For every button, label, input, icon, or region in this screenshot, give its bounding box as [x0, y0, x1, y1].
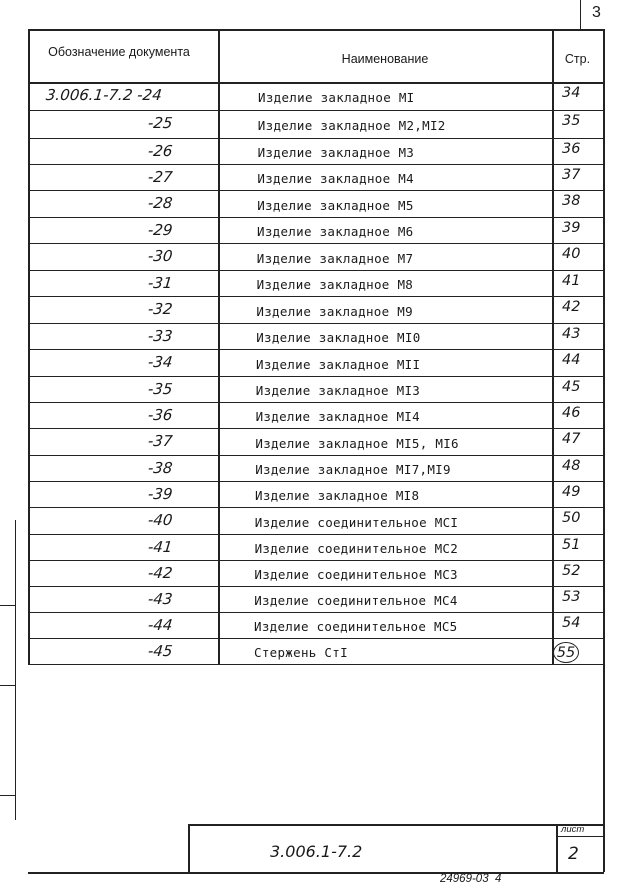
row-page: 42	[562, 299, 581, 315]
stamp-sheet-label: лист	[561, 824, 585, 835]
row-code: -38	[146, 459, 173, 477]
row-name: Изделие закладное М4	[257, 171, 414, 186]
row-rule	[28, 296, 604, 297]
row-page: 52	[562, 563, 581, 579]
row-code: -45	[146, 642, 173, 660]
header-name: Наименование	[341, 52, 429, 66]
row-name: Изделие закладное М7	[256, 250, 414, 266]
row-page: 43	[562, 326, 581, 342]
binding-strip-tick-2	[0, 685, 16, 686]
row-page: 49	[562, 484, 581, 500]
frame-bottom	[28, 872, 604, 874]
row-name: Изделие закладное МI7,МI9	[255, 462, 451, 477]
row-code: -42	[146, 564, 173, 582]
row-code: -32	[146, 300, 173, 318]
row-rule	[28, 560, 604, 561]
row-rule	[28, 110, 604, 111]
row-code: -26	[146, 142, 173, 160]
row-name: Изделие закладное МI0	[256, 330, 421, 345]
page-number: 3	[592, 4, 601, 21]
row-code: -43	[146, 590, 173, 608]
row-code: -25	[146, 114, 173, 132]
row-code: -27	[146, 168, 173, 186]
row-name: Изделие закладное М5	[257, 197, 414, 213]
row-page: 35	[562, 113, 581, 129]
frame-left	[28, 29, 30, 665]
row-page: 34	[562, 85, 581, 101]
row-rule	[28, 217, 604, 218]
row-name: Изделие закладное М2,МI2	[257, 118, 446, 133]
row-code: -40	[146, 511, 173, 529]
row-rule	[28, 638, 604, 639]
row-rule	[28, 481, 604, 482]
row-rule	[28, 428, 604, 429]
row-name: Изделие закладное МII	[256, 356, 421, 372]
row-name: Изделие закладное М8	[256, 277, 414, 292]
row-name: Изделие закладное МI5, МI6	[255, 435, 459, 451]
row-code: -30	[146, 247, 173, 265]
header-page: Стр.	[564, 52, 591, 66]
row-name: Изделие закладное М6	[257, 224, 414, 239]
row-code: -29	[146, 221, 173, 239]
row-name: Изделие соединительное МС2	[254, 541, 459, 556]
page-tab-border	[580, 0, 581, 30]
row-code: -36	[146, 406, 173, 424]
binding-strip	[15, 520, 16, 820]
row-code: -33	[146, 327, 173, 345]
row-page: 54	[562, 615, 581, 631]
row-name: Изделие соединительное МС5	[254, 619, 458, 634]
stamp-left	[188, 824, 190, 872]
row-rule	[28, 455, 604, 456]
header-rule	[28, 82, 604, 84]
row-rule	[28, 190, 604, 191]
stamp-document-code: 3.006.1-7.2	[270, 842, 363, 861]
row-rule	[28, 612, 604, 613]
row-page: 50	[562, 510, 581, 526]
row-name: Изделие закладное МI3	[255, 383, 421, 398]
row-rule	[28, 138, 604, 139]
row-page: 37	[562, 167, 581, 183]
row-rule	[28, 586, 604, 587]
row-code: -28	[146, 194, 173, 212]
row-rule	[28, 349, 604, 350]
row-page: 47	[562, 431, 581, 447]
frame-top	[28, 29, 604, 31]
row-page: 39	[562, 220, 581, 236]
column-line-page	[552, 29, 554, 664]
binding-strip-tick-3	[0, 795, 16, 796]
row-name: Изделие закладное МI	[258, 90, 415, 105]
row-rule	[28, 664, 604, 665]
row-name: Изделие соединительное МСI	[254, 514, 459, 530]
row-name: Изделие соединительное МС4	[254, 593, 458, 608]
row-page: 51	[562, 537, 581, 553]
row-page: 46	[562, 405, 581, 421]
stamp-sheet-number: 2	[568, 844, 579, 864]
row-code: -44	[146, 616, 173, 634]
row-rule	[28, 534, 604, 535]
row-name: Изделие закладное МI8	[255, 488, 420, 503]
row-rule	[28, 507, 604, 508]
row-page: 45	[562, 379, 581, 395]
row-code: 3.006.1-7.2 -24	[45, 86, 163, 104]
row-name: Изделие соединительное МС3	[254, 567, 458, 582]
row-page: 48	[562, 458, 581, 474]
row-page: 53	[562, 589, 581, 605]
row-rule	[28, 243, 604, 244]
header-designation: Обозначение документа	[48, 45, 190, 59]
row-rule	[28, 376, 604, 377]
row-page: 55	[556, 644, 576, 661]
binding-strip-tick-1	[0, 605, 16, 606]
stamp-sheet-divider	[556, 836, 604, 837]
row-code: -39	[146, 485, 173, 503]
row-code: -35	[146, 380, 173, 398]
frame-right	[603, 29, 605, 872]
row-page: 40	[562, 246, 581, 262]
row-code: -34	[146, 353, 173, 371]
row-code: -31	[146, 274, 173, 292]
footer-code: 24969-03 4	[440, 873, 502, 885]
row-rule	[28, 402, 604, 403]
row-page: 44	[562, 352, 581, 368]
stamp-top	[188, 824, 604, 826]
row-code: -41	[146, 538, 173, 556]
row-rule	[28, 270, 604, 271]
row-page: 36	[562, 141, 581, 157]
column-line-designation	[218, 29, 220, 664]
row-name: Изделие закладное М3	[257, 145, 415, 160]
row-name: Изделие закладное МI4	[255, 409, 420, 424]
row-rule	[28, 164, 604, 165]
row-rule	[28, 323, 604, 324]
row-page: 41	[562, 273, 581, 289]
row-name: Стержень СтI	[254, 645, 348, 660]
stamp-divider	[556, 824, 558, 872]
row-code: -37	[146, 432, 173, 450]
row-page-circled	[553, 642, 579, 663]
row-name: Изделие закладное М9	[256, 303, 413, 319]
row-page: 38	[562, 193, 581, 209]
